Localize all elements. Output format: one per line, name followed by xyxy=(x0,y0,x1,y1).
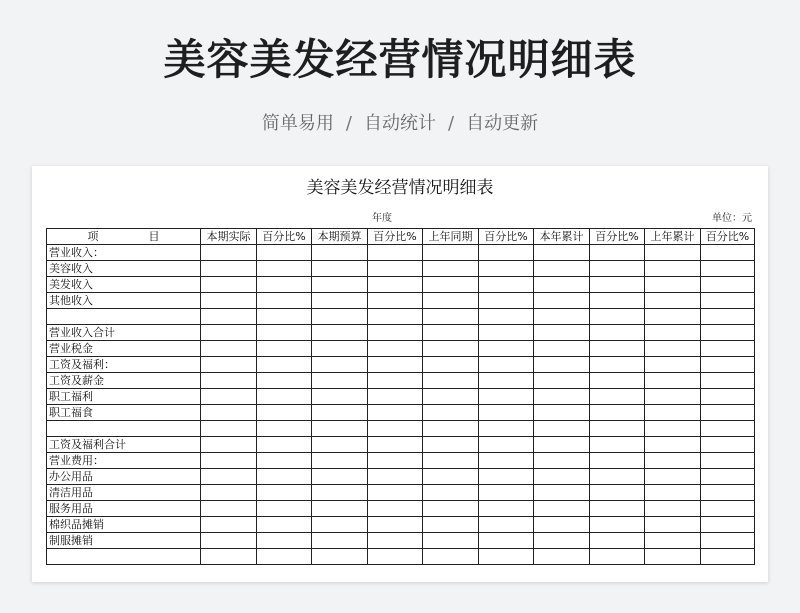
column-header: 百分比% xyxy=(368,229,423,245)
table-row xyxy=(47,485,755,501)
table-cell[interactable] xyxy=(645,421,701,437)
item-head-left: 项 xyxy=(87,230,99,243)
column-header: 上年同期 xyxy=(423,229,479,245)
table-cell[interactable] xyxy=(257,373,312,389)
table-cell[interactable] xyxy=(423,437,479,453)
column-header-item xyxy=(47,229,201,245)
table-cell[interactable] xyxy=(479,357,534,373)
table-cell[interactable] xyxy=(479,261,534,277)
table-cell[interactable] xyxy=(257,453,312,469)
table-cell[interactable] xyxy=(312,501,368,517)
table-cell[interactable] xyxy=(312,341,368,357)
table-cell[interactable] xyxy=(590,261,645,277)
table-cell[interactable] xyxy=(645,437,701,453)
table-cell[interactable] xyxy=(423,261,479,277)
table-cell[interactable] xyxy=(201,245,257,261)
table-cell[interactable] xyxy=(201,405,257,421)
table-cell[interactable] xyxy=(534,501,590,517)
table-cell[interactable] xyxy=(479,389,534,405)
table-cell[interactable] xyxy=(701,405,755,421)
table-cell[interactable] xyxy=(257,357,312,373)
table-cell[interactable] xyxy=(534,453,590,469)
column-header: 本期实际 xyxy=(201,229,257,245)
table-cell[interactable] xyxy=(534,405,590,421)
table-cell[interactable] xyxy=(701,373,755,389)
column-header: 本年累计 xyxy=(534,229,590,245)
table-cell[interactable] xyxy=(312,357,368,373)
table-cell[interactable] xyxy=(201,293,257,309)
table-cell[interactable] xyxy=(479,245,534,261)
table-cell[interactable] xyxy=(201,325,257,341)
table-cell[interactable] xyxy=(701,501,755,517)
table-cell[interactable] xyxy=(479,373,534,389)
table-cell[interactable] xyxy=(368,469,423,485)
table-cell[interactable] xyxy=(368,485,423,501)
column-header: 百分比% xyxy=(701,229,755,245)
table-cell[interactable] xyxy=(701,533,755,549)
table-cell[interactable] xyxy=(590,373,645,389)
table-cell[interactable] xyxy=(312,245,368,261)
table-cell[interactable] xyxy=(368,501,423,517)
table-cell[interactable] xyxy=(534,341,590,357)
table-row xyxy=(47,373,755,389)
table-cell[interactable] xyxy=(479,517,534,533)
subtitle-auto-stats: 自动统计 xyxy=(364,113,436,134)
row-label[interactable]: 营业收入： xyxy=(47,245,201,261)
table-cell[interactable] xyxy=(590,357,645,373)
column-header: 百分比% xyxy=(590,229,645,245)
subtitle-easy: 简单易用 xyxy=(261,113,334,134)
table-cell[interactable] xyxy=(590,293,645,309)
table-cell[interactable] xyxy=(201,341,257,357)
table-cell[interactable] xyxy=(645,549,701,565)
table-row xyxy=(47,549,755,565)
table-cell[interactable] xyxy=(423,469,479,485)
table-row xyxy=(47,261,755,277)
subtitle-separator: / xyxy=(345,113,352,134)
table-cell[interactable] xyxy=(423,341,479,357)
table-cell[interactable] xyxy=(701,485,755,501)
table-cell[interactable] xyxy=(534,309,590,325)
table-cell[interactable] xyxy=(590,389,645,405)
table-cell[interactable] xyxy=(423,357,479,373)
table-cell[interactable] xyxy=(645,405,701,421)
row-label[interactable]: 营业费用： xyxy=(47,453,201,469)
table-cell[interactable] xyxy=(645,309,701,325)
table-cell[interactable] xyxy=(201,309,257,325)
table-cell[interactable] xyxy=(645,277,701,293)
table-cell[interactable] xyxy=(201,485,257,501)
table-cell[interactable] xyxy=(368,277,423,293)
table-cell[interactable] xyxy=(368,309,423,325)
table-cell[interactable] xyxy=(423,325,479,341)
table-cell[interactable] xyxy=(257,485,312,501)
table-cell[interactable] xyxy=(312,277,368,293)
row-label[interactable]: 服务用品 xyxy=(47,501,201,517)
table-cell[interactable] xyxy=(423,245,479,261)
table-cell[interactable] xyxy=(201,389,257,405)
table-cell[interactable] xyxy=(257,389,312,405)
column-header: 本期预算 xyxy=(312,229,368,245)
table-cell[interactable] xyxy=(423,293,479,309)
table-row xyxy=(47,437,755,453)
page-title: 美容美发经营情况明细表 xyxy=(163,35,637,84)
table-cell[interactable] xyxy=(645,389,701,405)
table-cell[interactable] xyxy=(257,421,312,437)
table-cell[interactable] xyxy=(479,293,534,309)
table-cell[interactable] xyxy=(423,549,479,565)
table-cell[interactable] xyxy=(368,357,423,373)
table-cell[interactable] xyxy=(590,469,645,485)
table-cell[interactable] xyxy=(423,389,479,405)
table-cell[interactable] xyxy=(645,517,701,533)
row-label[interactable]: 棉织品摊销 xyxy=(47,517,201,533)
table-cell[interactable] xyxy=(257,405,312,421)
table-cell[interactable] xyxy=(590,517,645,533)
table-cell[interactable] xyxy=(201,533,257,549)
table-cell[interactable] xyxy=(368,293,423,309)
table-cell[interactable] xyxy=(423,453,479,469)
unit-label: 单位：元 xyxy=(712,213,752,224)
table-cell[interactable] xyxy=(590,325,645,341)
table-cell[interactable] xyxy=(479,341,534,357)
table-cell[interactable] xyxy=(312,485,368,501)
table-cell[interactable] xyxy=(368,421,423,437)
table-cell[interactable] xyxy=(534,389,590,405)
table-cell[interactable] xyxy=(590,485,645,501)
table-cell[interactable] xyxy=(257,245,312,261)
spreadsheet-preview xyxy=(32,166,768,582)
table-cell[interactable] xyxy=(479,485,534,501)
table-cell[interactable] xyxy=(201,357,257,373)
table-cell[interactable] xyxy=(201,501,257,517)
table-cell[interactable] xyxy=(368,517,423,533)
table-cell[interactable] xyxy=(701,261,755,277)
table-cell[interactable] xyxy=(257,437,312,453)
row-label[interactable]: 营业税金 xyxy=(47,341,201,357)
table-cell[interactable] xyxy=(645,261,701,277)
table-cell[interactable] xyxy=(257,533,312,549)
table-cell[interactable] xyxy=(701,437,755,453)
year-label: 年度 xyxy=(372,213,392,224)
table-cell[interactable] xyxy=(257,341,312,357)
table-cell[interactable] xyxy=(368,389,423,405)
table-cell[interactable] xyxy=(701,325,755,341)
sheet-title: 美容美发经营情况明细表 xyxy=(306,178,494,198)
table-cell[interactable] xyxy=(423,421,479,437)
table-cell[interactable] xyxy=(590,405,645,421)
table-row xyxy=(47,501,755,517)
table-cell[interactable] xyxy=(534,373,590,389)
table-cell[interactable] xyxy=(257,517,312,533)
table-cell[interactable] xyxy=(257,501,312,517)
table-cell[interactable] xyxy=(312,421,368,437)
row-label[interactable]: 职工福利 xyxy=(47,389,201,405)
table-cell[interactable] xyxy=(423,277,479,293)
table-cell[interactable] xyxy=(257,293,312,309)
table-cell[interactable] xyxy=(534,469,590,485)
table-cell[interactable] xyxy=(590,341,645,357)
table-row xyxy=(47,421,755,437)
table-cell[interactable] xyxy=(534,261,590,277)
table-cell[interactable] xyxy=(479,421,534,437)
row-label[interactable]: 美容收入 xyxy=(47,261,201,277)
row-label[interactable]: 美发收入 xyxy=(47,277,201,293)
table-cell[interactable] xyxy=(590,277,645,293)
table-body xyxy=(47,245,755,565)
table-cell[interactable] xyxy=(368,373,423,389)
table-cell[interactable] xyxy=(201,421,257,437)
table-cell[interactable] xyxy=(312,309,368,325)
table-cell[interactable] xyxy=(645,501,701,517)
table-cell[interactable] xyxy=(423,485,479,501)
row-label[interactable]: 办公用品 xyxy=(47,469,201,485)
table-cell[interactable] xyxy=(701,549,755,565)
detail-table xyxy=(46,228,755,565)
table-cell[interactable] xyxy=(368,325,423,341)
table-cell[interactable] xyxy=(312,325,368,341)
table-cell[interactable] xyxy=(423,405,479,421)
table-cell[interactable] xyxy=(312,261,368,277)
table-cell[interactable] xyxy=(645,357,701,373)
table-cell[interactable] xyxy=(201,261,257,277)
table-cell[interactable] xyxy=(312,405,368,421)
table-cell[interactable] xyxy=(257,261,312,277)
table-row xyxy=(47,357,755,373)
table-row xyxy=(47,405,755,421)
table-cell[interactable] xyxy=(368,341,423,357)
table-cell[interactable] xyxy=(423,517,479,533)
column-header: 百分比% xyxy=(479,229,534,245)
table-cell[interactable] xyxy=(201,517,257,533)
table-cell[interactable] xyxy=(701,517,755,533)
table-cell[interactable] xyxy=(701,357,755,373)
table-cell[interactable] xyxy=(645,325,701,341)
row-label[interactable]: 清洁用品 xyxy=(47,485,201,501)
table-cell[interactable] xyxy=(534,325,590,341)
table-cell[interactable] xyxy=(534,437,590,453)
table-cell[interactable] xyxy=(645,453,701,469)
subtitle xyxy=(0,110,800,138)
table-cell[interactable] xyxy=(423,533,479,549)
table-cell[interactable] xyxy=(479,533,534,549)
table-cell[interactable] xyxy=(257,549,312,565)
row-label[interactable]: 工资及薪金 xyxy=(47,373,201,389)
table-cell[interactable] xyxy=(645,245,701,261)
table-cell[interactable] xyxy=(257,325,312,341)
table-cell[interactable] xyxy=(312,437,368,453)
table-row xyxy=(47,293,755,309)
table-cell[interactable] xyxy=(534,357,590,373)
table-cell[interactable] xyxy=(312,373,368,389)
table-cell[interactable] xyxy=(590,421,645,437)
table-row xyxy=(47,533,755,549)
table-cell[interactable] xyxy=(312,517,368,533)
row-label[interactable] xyxy=(47,421,201,437)
table-cell[interactable] xyxy=(701,309,755,325)
table-cell[interactable] xyxy=(534,245,590,261)
table-cell[interactable] xyxy=(590,437,645,453)
table-cell[interactable] xyxy=(534,485,590,501)
table-cell[interactable] xyxy=(701,421,755,437)
table-cell[interactable] xyxy=(201,437,257,453)
column-header: 上年累计 xyxy=(645,229,701,245)
table-row xyxy=(47,469,755,485)
table-row xyxy=(47,245,755,261)
table-cell[interactable] xyxy=(590,501,645,517)
table-cell[interactable] xyxy=(479,405,534,421)
table-row xyxy=(47,453,755,469)
table-cell[interactable] xyxy=(368,453,423,469)
table-cell[interactable] xyxy=(312,453,368,469)
table-row xyxy=(47,277,755,293)
item-head-right: 目 xyxy=(148,230,160,243)
table-cell[interactable] xyxy=(701,389,755,405)
table-cell[interactable] xyxy=(257,469,312,485)
row-label[interactable]: 制服摊销 xyxy=(47,533,201,549)
table-cell[interactable] xyxy=(368,405,423,421)
table-cell[interactable] xyxy=(201,453,257,469)
table-cell[interactable] xyxy=(645,485,701,501)
table-cell[interactable] xyxy=(201,549,257,565)
table-cell[interactable] xyxy=(701,341,755,357)
table-cell[interactable] xyxy=(479,501,534,517)
table-cell[interactable] xyxy=(368,261,423,277)
table-cell[interactable] xyxy=(423,373,479,389)
table-cell[interactable] xyxy=(423,309,479,325)
table-cell[interactable] xyxy=(368,437,423,453)
table-cell[interactable] xyxy=(257,309,312,325)
table-cell[interactable] xyxy=(701,277,755,293)
table-cell[interactable] xyxy=(590,245,645,261)
table-cell[interactable] xyxy=(645,533,701,549)
table-cell[interactable] xyxy=(368,549,423,565)
table-cell[interactable] xyxy=(534,421,590,437)
row-label[interactable]: 营业收入合计 xyxy=(47,325,201,341)
row-label[interactable] xyxy=(47,549,201,565)
table-header-row xyxy=(47,229,755,245)
table-row xyxy=(47,309,755,325)
table-row xyxy=(47,325,755,341)
table-cell[interactable] xyxy=(534,517,590,533)
table-cell[interactable] xyxy=(423,501,479,517)
table-row xyxy=(47,517,755,533)
table-cell[interactable] xyxy=(534,293,590,309)
table-cell[interactable] xyxy=(645,293,701,309)
table-cell[interactable] xyxy=(201,373,257,389)
table-cell[interactable] xyxy=(590,453,645,469)
row-label[interactable]: 其他收入 xyxy=(47,293,201,309)
table-cell[interactable] xyxy=(590,309,645,325)
table-cell[interactable] xyxy=(534,549,590,565)
table-cell[interactable] xyxy=(701,293,755,309)
table-cell[interactable] xyxy=(534,277,590,293)
table-cell[interactable] xyxy=(312,469,368,485)
table-cell[interactable] xyxy=(368,245,423,261)
table-cell[interactable] xyxy=(534,533,590,549)
table-cell[interactable] xyxy=(479,277,534,293)
table-cell[interactable] xyxy=(701,245,755,261)
table-cell[interactable] xyxy=(479,437,534,453)
table-cell[interactable] xyxy=(312,293,368,309)
table-cell[interactable] xyxy=(479,549,534,565)
table-cell[interactable] xyxy=(368,533,423,549)
row-label[interactable]: 工资及福利合计 xyxy=(47,437,201,453)
table-cell[interactable] xyxy=(645,469,701,485)
table-row xyxy=(47,389,755,405)
subtitle-separator: / xyxy=(448,113,455,134)
row-label[interactable]: 工资及福利： xyxy=(47,357,201,373)
table-cell[interactable] xyxy=(257,277,312,293)
table-cell[interactable] xyxy=(312,549,368,565)
row-label[interactable]: 职工福食 xyxy=(47,405,201,421)
table-cell[interactable] xyxy=(479,309,534,325)
table-cell[interactable] xyxy=(590,549,645,565)
table-cell[interactable] xyxy=(479,453,534,469)
table-cell[interactable] xyxy=(645,341,701,357)
table-cell[interactable] xyxy=(701,469,755,485)
subtitle-auto-update: 自动更新 xyxy=(466,113,539,134)
table-cell[interactable] xyxy=(312,533,368,549)
table-row xyxy=(47,341,755,357)
table-cell[interactable] xyxy=(201,469,257,485)
table-cell[interactable] xyxy=(590,533,645,549)
table-cell[interactable] xyxy=(479,325,534,341)
column-header: 百分比% xyxy=(257,229,312,245)
table-cell[interactable] xyxy=(645,373,701,389)
table-cell[interactable] xyxy=(701,453,755,469)
table-cell[interactable] xyxy=(201,277,257,293)
row-label[interactable] xyxy=(47,309,201,325)
table-cell[interactable] xyxy=(479,469,534,485)
table-cell[interactable] xyxy=(312,389,368,405)
